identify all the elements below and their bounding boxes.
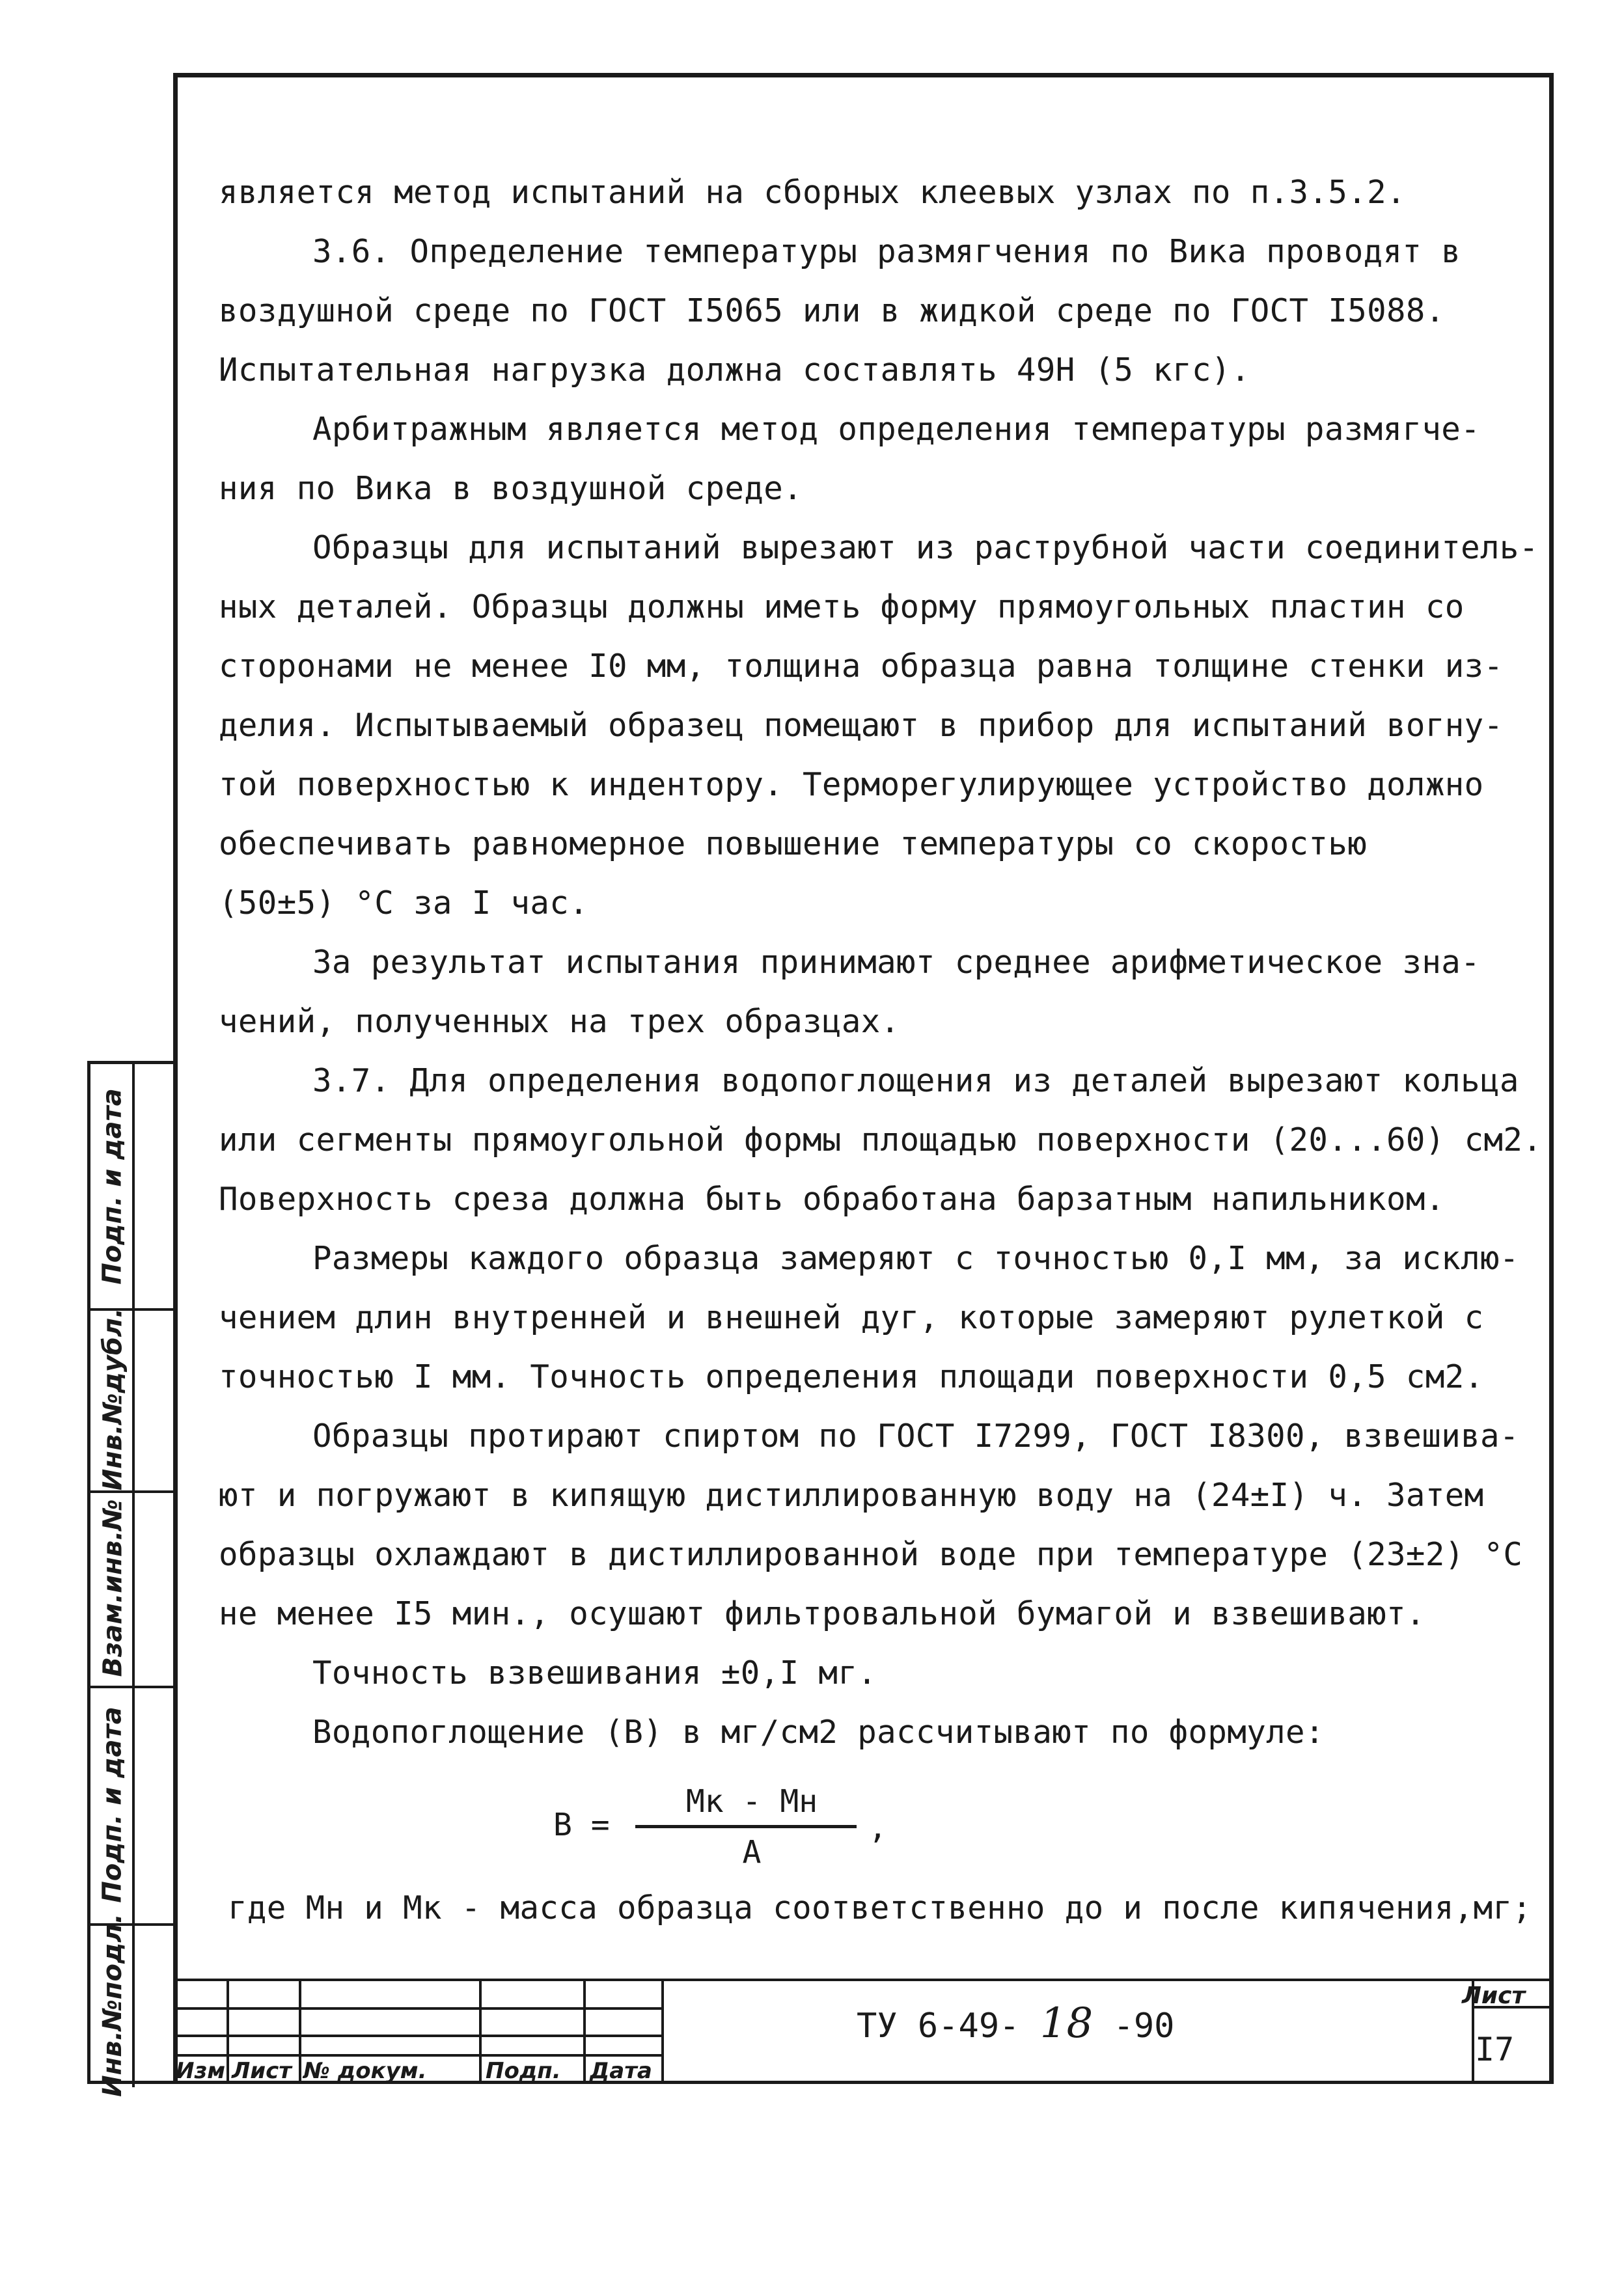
text-line: За результат испытания принимают среднее арифметическое зна- bbox=[312, 944, 1481, 981]
document-code: ТУ 6-49- 18 -90 bbox=[857, 1999, 1175, 2048]
title-block-line bbox=[583, 1979, 586, 2084]
title-block-line bbox=[661, 1979, 664, 2084]
title-block-line bbox=[173, 2054, 661, 2057]
text-line: чением длин внутренней и внешней дуг, которые замеряют рулеткой с bbox=[219, 1299, 1484, 1336]
text-line: Арбитражным является метод определения температуры размягче- bbox=[312, 411, 1481, 448]
sheet-number: I7 bbox=[1475, 2031, 1515, 2068]
text-line: Размеры каждого образца замеряют с точностью 0,I мм, за исклю- bbox=[312, 1240, 1519, 1277]
text-line: 3.6. Определение температуры размягчения по Вика проводят в bbox=[312, 233, 1461, 270]
text-line: той поверхностью к индентору. Терморегулирующее устройство должно bbox=[219, 766, 1484, 803]
text-line: Образцы для испытаний вырезают из раструбной части соединитель- bbox=[312, 529, 1539, 566]
text-line: Точность взвешивания ±0,I мг. bbox=[312, 1654, 877, 1692]
text-line: или сегменты прямоугольной формы площадью поверхности (20...60) см2. bbox=[219, 1121, 1543, 1158]
strip-label-dup-inv: Инв.№дубл. bbox=[98, 1308, 128, 1491]
title-block-border bbox=[173, 1979, 1554, 1981]
text-line: образцы охлаждают в дистиллированной воде при температуре (23±2) °С bbox=[219, 1536, 1523, 1573]
binding-strip bbox=[87, 1061, 173, 2097]
title-block-line bbox=[173, 2035, 661, 2037]
column-label-signature: Подп. bbox=[486, 2058, 561, 2084]
text-line: ют и погружают в кипящую дистиллированную воду на (24±I) ч. Затем bbox=[219, 1477, 1484, 1514]
column-label-change: Изм bbox=[176, 2058, 226, 2084]
fraction-bar bbox=[635, 1825, 857, 1828]
text-line: (50±5) °С за I час. bbox=[219, 884, 589, 922]
column-label-doc-no: № докум. bbox=[303, 2058, 427, 2084]
title-block-line bbox=[227, 1979, 229, 2084]
strip-label-sign-date-2: Подп. и дата bbox=[98, 1706, 128, 1903]
text-line: где Мн и Мк - масса образца соответственно до и после кипячения,мг; bbox=[228, 1889, 1532, 1926]
column-label-date: Дата bbox=[590, 2058, 652, 2084]
text-line: Водопоглощение (В) в мг/см2 рассчитывают по формуле: bbox=[312, 1714, 1325, 1751]
formula-denominator: А bbox=[742, 1834, 762, 1871]
strip-label-orig-inv: Инв.№подл. bbox=[98, 1913, 128, 2097]
text-line: чений, полученных на трех образцах. bbox=[219, 1003, 900, 1040]
formula-lhs: В = bbox=[553, 1807, 610, 1843]
title-block-line bbox=[173, 2007, 661, 2010]
text-line: обеспечивать равномерное повышение температуры со скоростью bbox=[219, 825, 1368, 862]
title-block-line bbox=[479, 1979, 482, 2084]
text-line: Поверхность среза должна быть обработана барзатным напильником. bbox=[219, 1181, 1445, 1218]
text-line: ния по Вика в воздушной среде. bbox=[219, 470, 803, 507]
formula bbox=[553, 1783, 887, 1881]
text-line: Образцы протирают спиртом по ГОСТ I7299, ГОСТ I8300, взвешива- bbox=[312, 1418, 1519, 1455]
formula-trailing: , bbox=[868, 1809, 887, 1846]
text-line: сторонами не менее I0 мм, толщина образца равна толщине стенки из- bbox=[219, 648, 1504, 685]
text-line: делия. Испытываемый образец помещают в прибор для испытаний вогну- bbox=[219, 707, 1504, 744]
text-line: является метод испытаний на сборных клеевых узлах по п.3.5.2. bbox=[219, 174, 1406, 211]
formula-numerator: Мк - Мн bbox=[685, 1783, 818, 1820]
title-block-line bbox=[299, 1979, 301, 2084]
text-line: 3.7. Для определения водопоглощения из деталей вырезают кольца bbox=[312, 1062, 1519, 1099]
text-line: Испытательная нагрузка должна составлять 49Н (5 кгс). bbox=[219, 351, 1250, 389]
text-line: ных деталей. Образцы должны иметь форму прямоугольных пластин со bbox=[219, 588, 1465, 625]
text-line: не менее I5 мин., осушают фильтровальной бумагой и взвешивают. bbox=[219, 1595, 1425, 1632]
text-line: точностью I мм. Точность определения площади поверхности 0,5 см2. bbox=[219, 1358, 1484, 1395]
strip-label-replace-inv: Взам.инв.№ bbox=[98, 1499, 128, 1677]
sheet-label: Лист bbox=[1462, 1982, 1526, 2009]
strip-label-sign-date-1: Подп. и дата bbox=[98, 1088, 128, 1285]
column-label-sheet: Лист bbox=[232, 2058, 292, 2084]
text-line: воздушной среде по ГОСТ I5065 или в жидкой среде по ГОСТ I5088. bbox=[219, 292, 1445, 329]
title-block bbox=[173, 1979, 1554, 2084]
